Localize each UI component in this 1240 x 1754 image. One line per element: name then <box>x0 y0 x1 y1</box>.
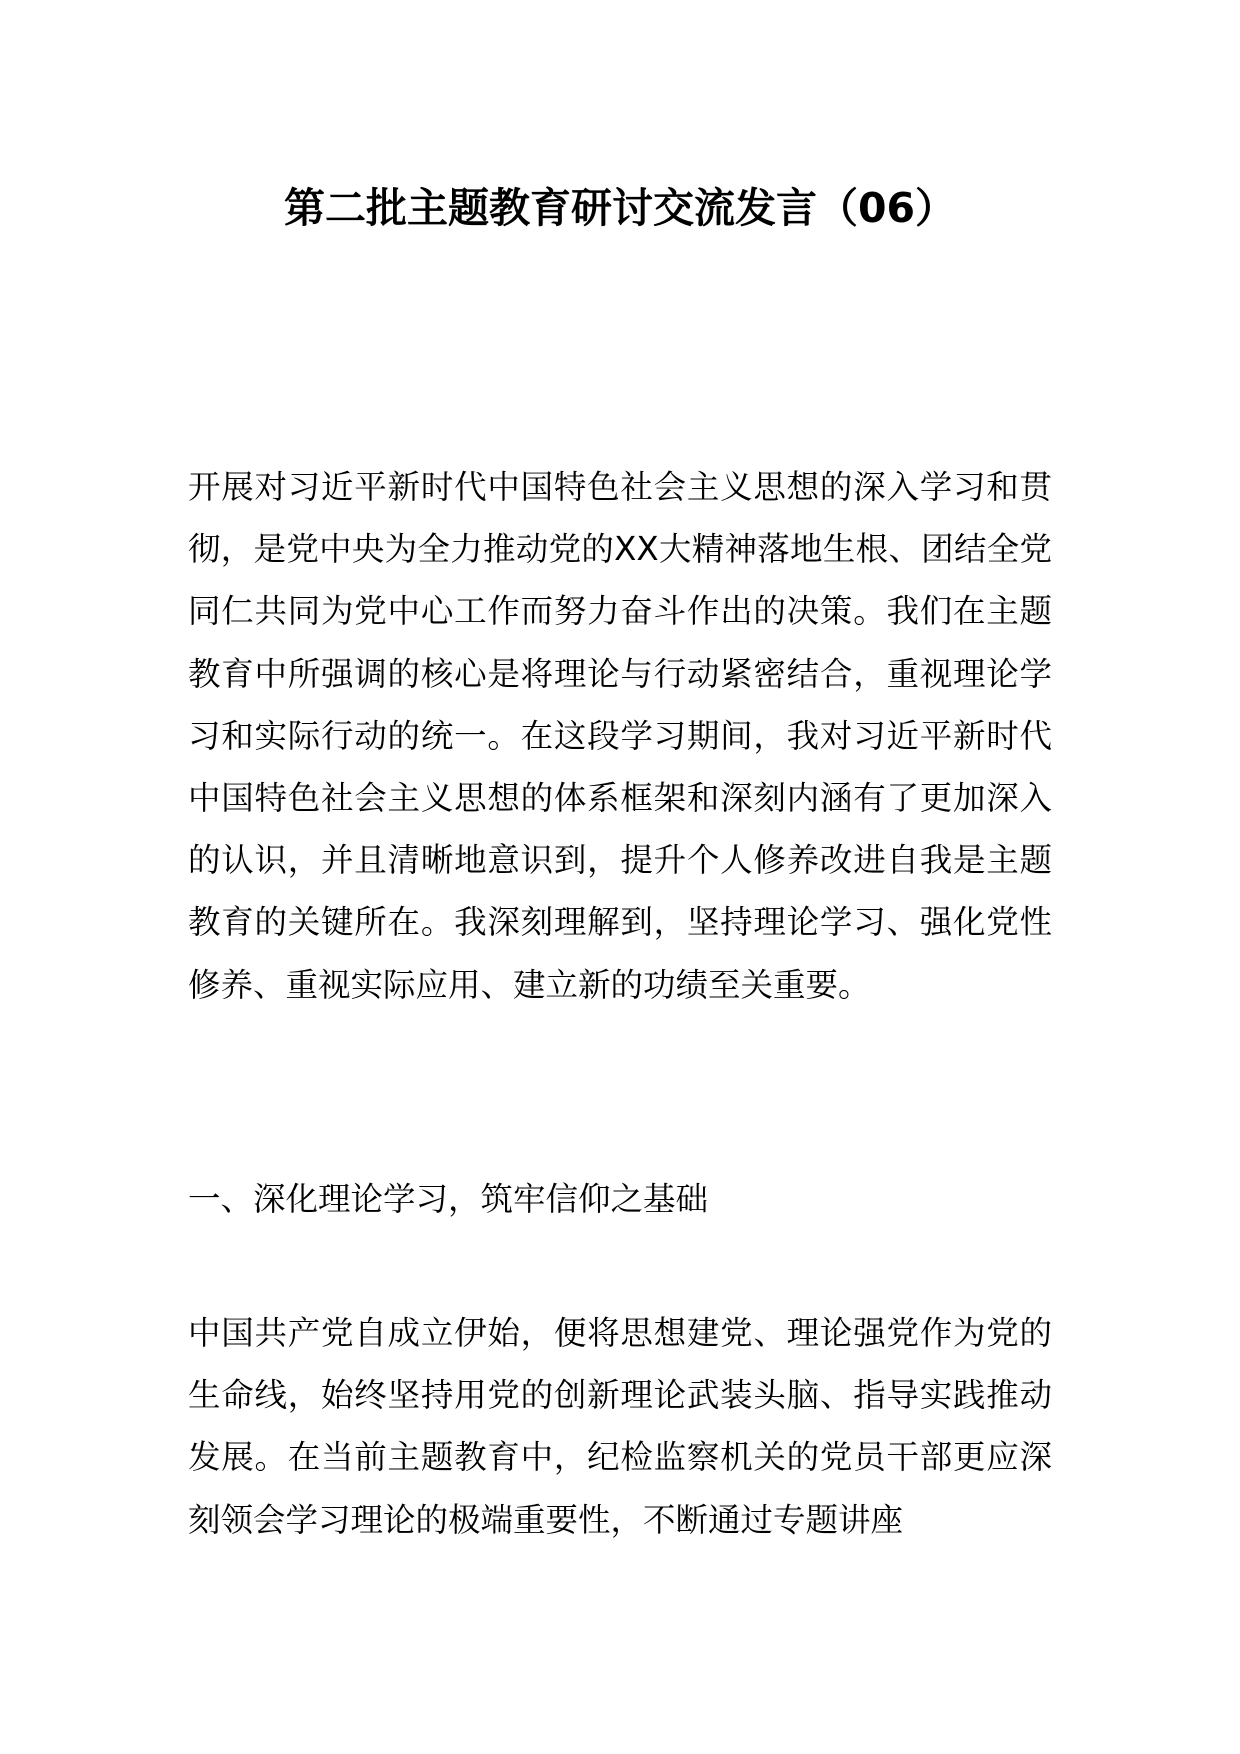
section-heading: 一、深化理论学习，筑牢信仰之基础 <box>188 1180 709 1218</box>
document-title: 第二批主题教育研讨交流发言（06） <box>283 184 957 232</box>
intro-paragraph: 开展对习近平新时代中国特色社会主义思想的深入学习和贯彻，是党中央为全力推动党的XX大精神落地生根、团结全党同仁共同为党中心工作而努力奋斗作出的决策。我们在主题教育中所强调的核心是将理论与行动紧密结合，重视理论学习和实际行动的统一。在这段学习期间，我对习近平新时代中国特色社会主义思想的体系框架和深刻内涵有了更加深入的认识，并且清晰地意识到，提升个人修养改进自我是主题教育的关键所在。我深刻理解到，坚持理论学习、强化党性修养、重视实际应用、建立新的功绩至关重要。 <box>188 468 1052 1004</box>
section-paragraph: 中国共产党自成立伊始，便将思想建党、理论强党作为党的生命线，始终坚持用党的创新理论武装头脑、指导实践推动发展。在当前主题教育中，纪检监察机关的党员干部更应深刻领会学习理论的极端重要性，不断通过专题讲座 <box>188 1314 1052 1539</box>
